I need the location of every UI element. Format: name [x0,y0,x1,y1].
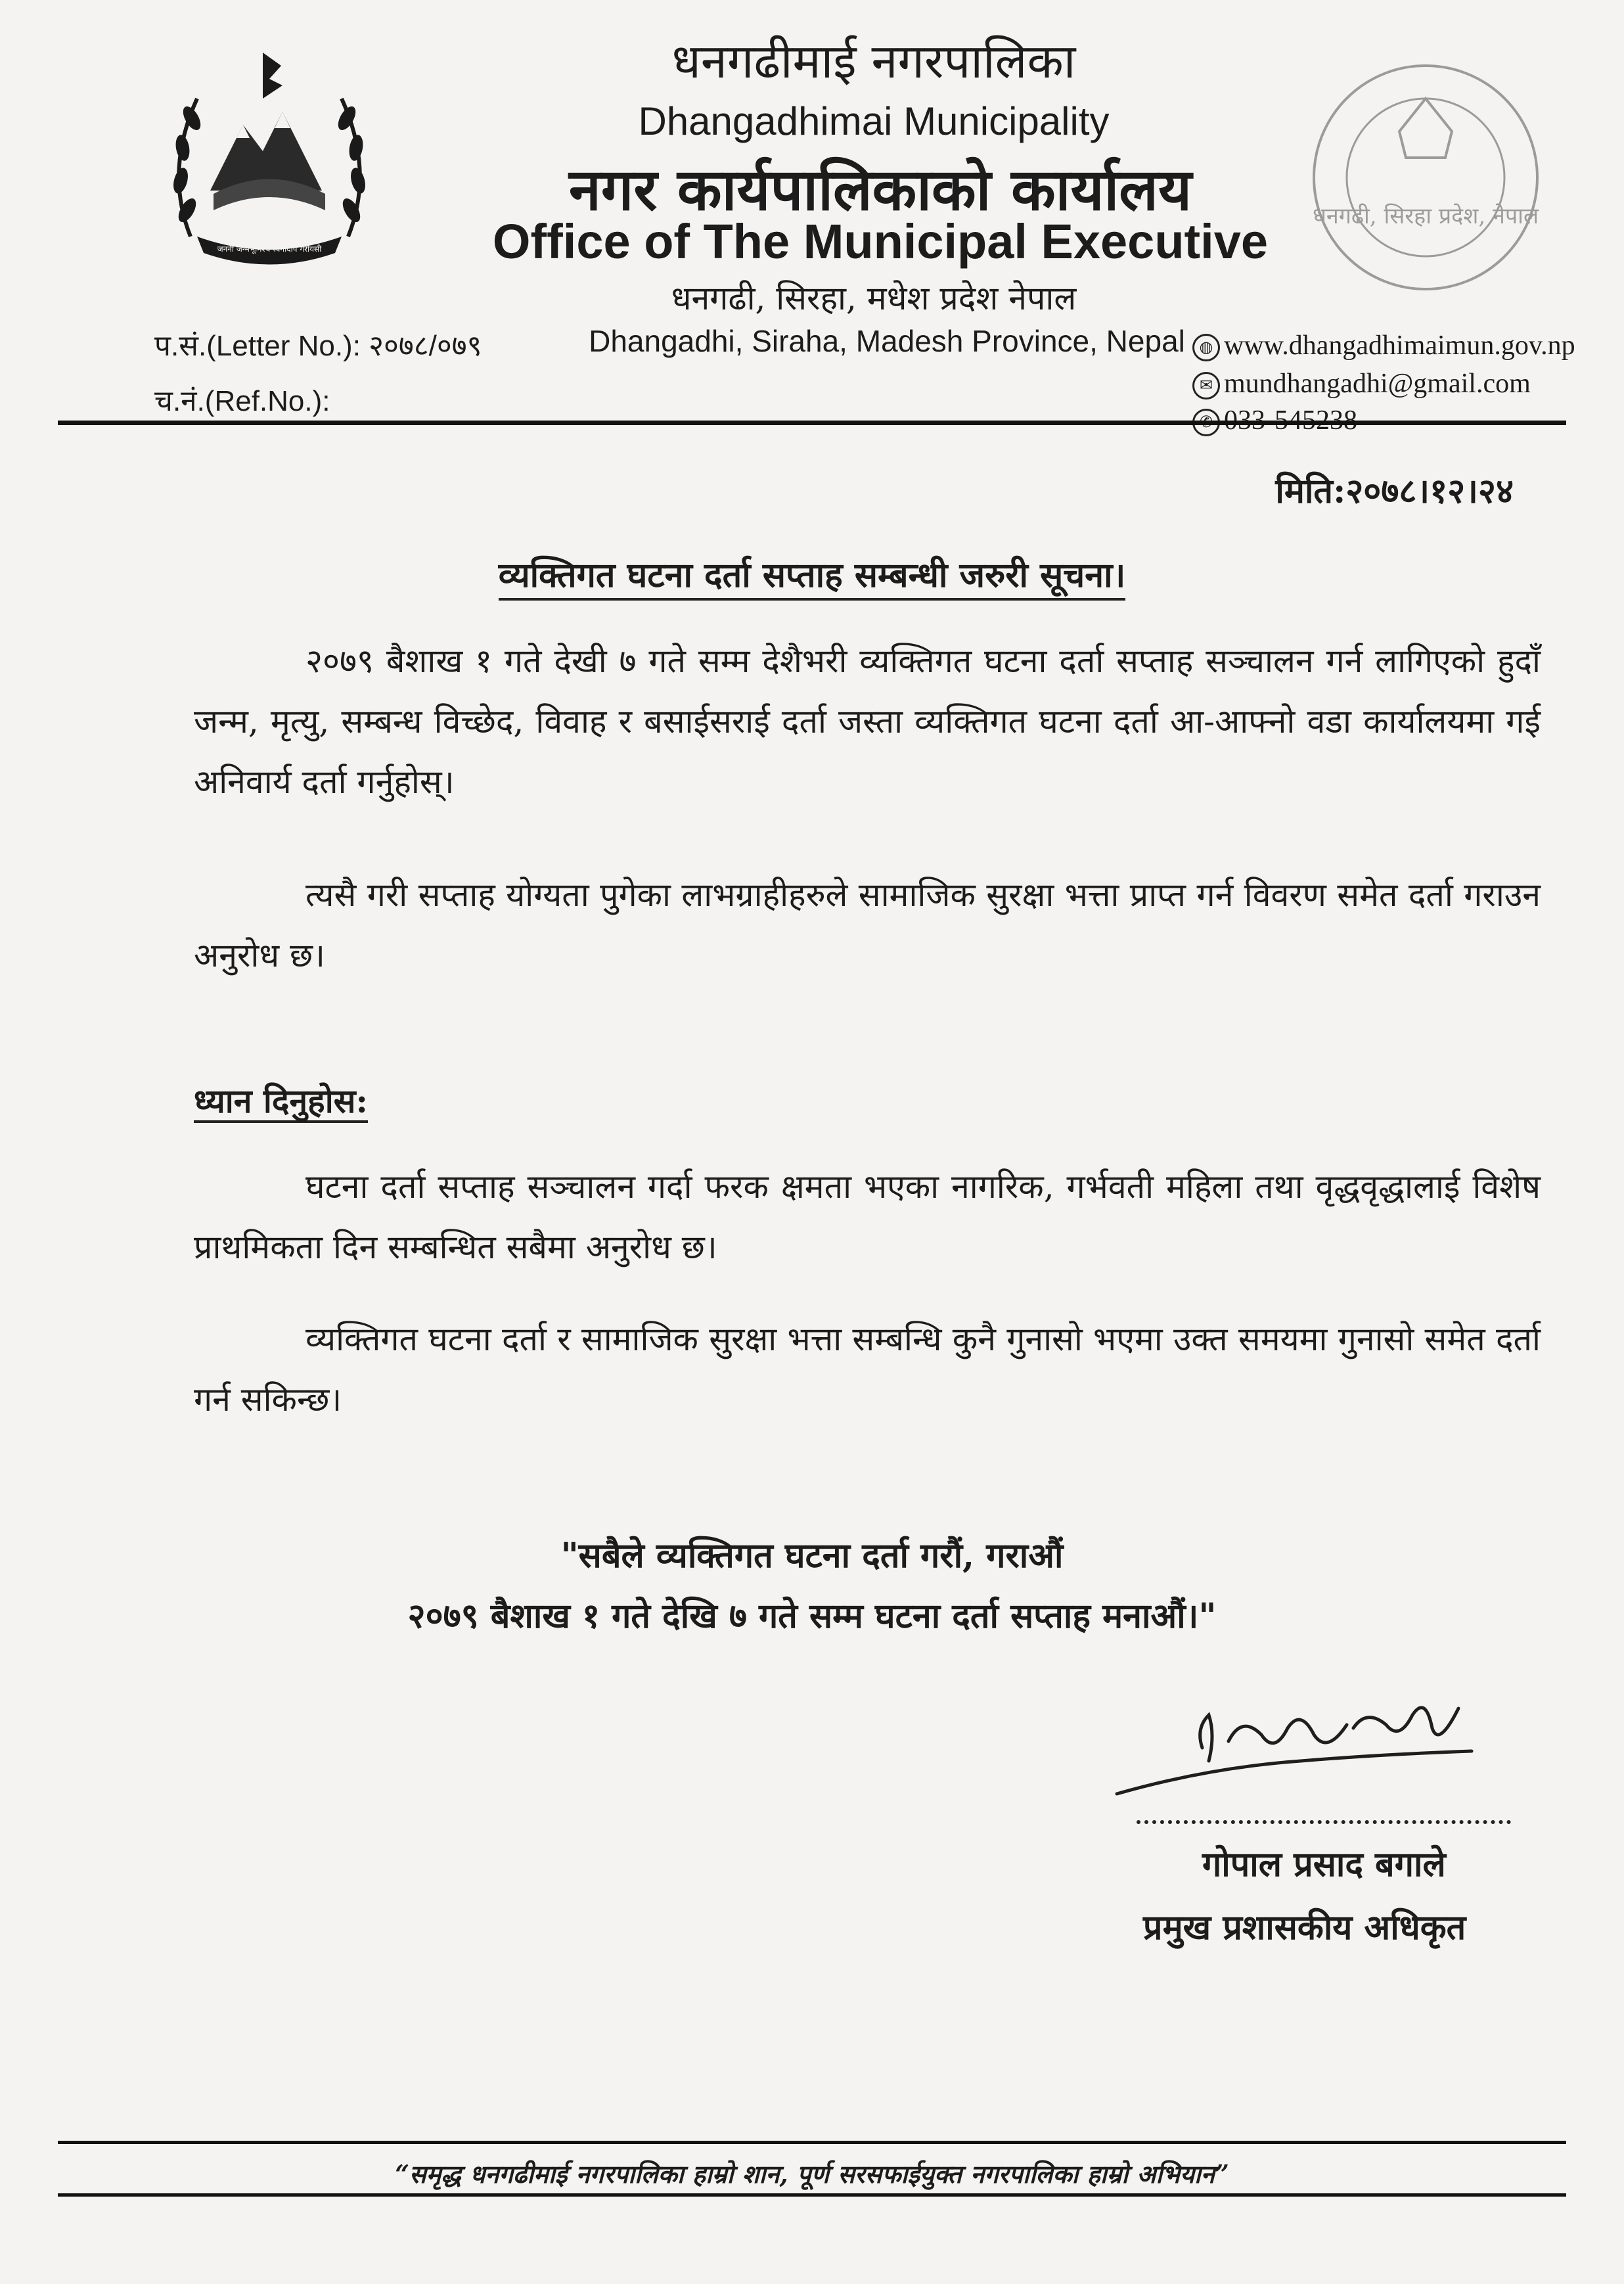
signature-line [1137,1820,1511,1824]
letter-date: मिति:२०७८।१२।२४ [1275,471,1514,511]
attention-heading-text: ध्यान दिनुहोस: [194,1082,368,1123]
slogan-line-2: २०७९ बैशाख १ गते देखि ७ गते सम्म घटना दर्ता सप्ताह मनाऔं।" [407,1596,1217,1636]
globe-icon: ◍ [1192,334,1220,361]
office-stamp [1301,53,1550,302]
body-paragraph-3: घटना दर्ता सप्ताह सञ्चालन गर्दा फरक क्षमता भएका नागरिक, गर्भवती महिला तथा वृद्धवृद्धालाई विशेष प्राथमिकता दिन सम्बन्धित सबैमा अनुरोध छ। [194,1168,1541,1266]
notice-title-text: व्यक्तिगत घटना दर्ता सप्ताह सम्बन्धी जरुरी सूचना। [499,555,1126,601]
address-en: Dhangadhi, Siraha, Madesh Province, Nepal [589,324,1185,358]
office-name-en: Office of The Municipal Executive [492,214,1269,269]
slogan-line-1: "सबैले व्यक्तिगत घटना दर्ता गरौं, गराऔं [560,1536,1064,1576]
municipality-name-np: धनगढीमाई नगरपालिका [671,34,1076,89]
handwritten-signature [1104,1689,1511,1820]
svg-text:जननी जन्मभूमिश्च स्वर्गादपि गर: जननी जन्मभूमिश्च स्वर्गादपि गरीयसी [217,244,322,254]
footer-divider-top [58,2141,1566,2144]
attention-heading [194,1078,368,1122]
letter-number: प.सं.(Letter No.): २०७८/०७९ [154,330,482,362]
footer-divider-bottom [58,2193,1566,2197]
notice-title [0,551,1624,597]
email-text: mundhangadhi@gmail.com [1224,369,1531,399]
website-text: www.dhangadhimaimun.gov.np [1224,331,1575,361]
footer-motto: “समृद्ध धनगढीमाई नगरपालिका हाम्रो शान, पूर्ण सरसफाईयुक्त नगरपालिका हाम्रो अभियान” [395,2159,1229,2189]
signatory-designation: प्रमुख प्रशासकीय अधिकृत [1143,1907,1466,1948]
body-paragraph-2: त्यसै गरी सप्ताह योग्यता पुगेका लाभग्राहीहरुले सामाजिक सुरक्षा भत्ता प्राप्त गर्न विवरण समेत दर्ता गराउन अनुरोध छ। [194,876,1541,974]
stamp-text: धनगढी, सिरहा प्रदेश, नेपाल [1312,203,1539,229]
office-name-np: नगर कार्यपालिकाको कार्यालय [569,155,1192,223]
body-paragraph-4: व्यक्तिगत घटना दर्ता र सामाजिक सुरक्षा भत्ता सम्बन्धि कुनै गुनासो भएमा उक्त समयमा गुनासो समेत दर्ता गर्न सकिन्छ। [194,1320,1541,1419]
header-divider [58,421,1566,425]
nepal-emblem-logo [151,39,388,276]
address-np: धनगढी, सिरहा, मधेश प्रदेश नेपाल [671,279,1077,317]
body-paragraph-1: २०७९ बैशाख १ गते देखी ७ गते सम्म देशैभरी व्यक्तिगत घटना दर्ता सप्ताह सञ्चालन गर्न लागिएको हुदाँ जन्म, मृत्यु, सम्बन्ध विच्छेद, विवाह र बसाईसराई दर्ता जस्ता व्यक्तिगत घटना दर्ता आ-आफ्नो वडा कार्यालयमा गई अनिवार्य दर्ता गर्नुहोस्। [194,642,1541,801]
municipality-name-en: Dhangadhimai Municipality [638,99,1110,143]
email-icon: ✉ [1192,372,1220,400]
email-line [1192,368,1531,400]
signatory-name: गोपाल प्रसाद बगाले [1202,1844,1446,1884]
website-line [1192,330,1575,361]
reference-number: च.नं.(Ref.No.): [154,385,330,417]
